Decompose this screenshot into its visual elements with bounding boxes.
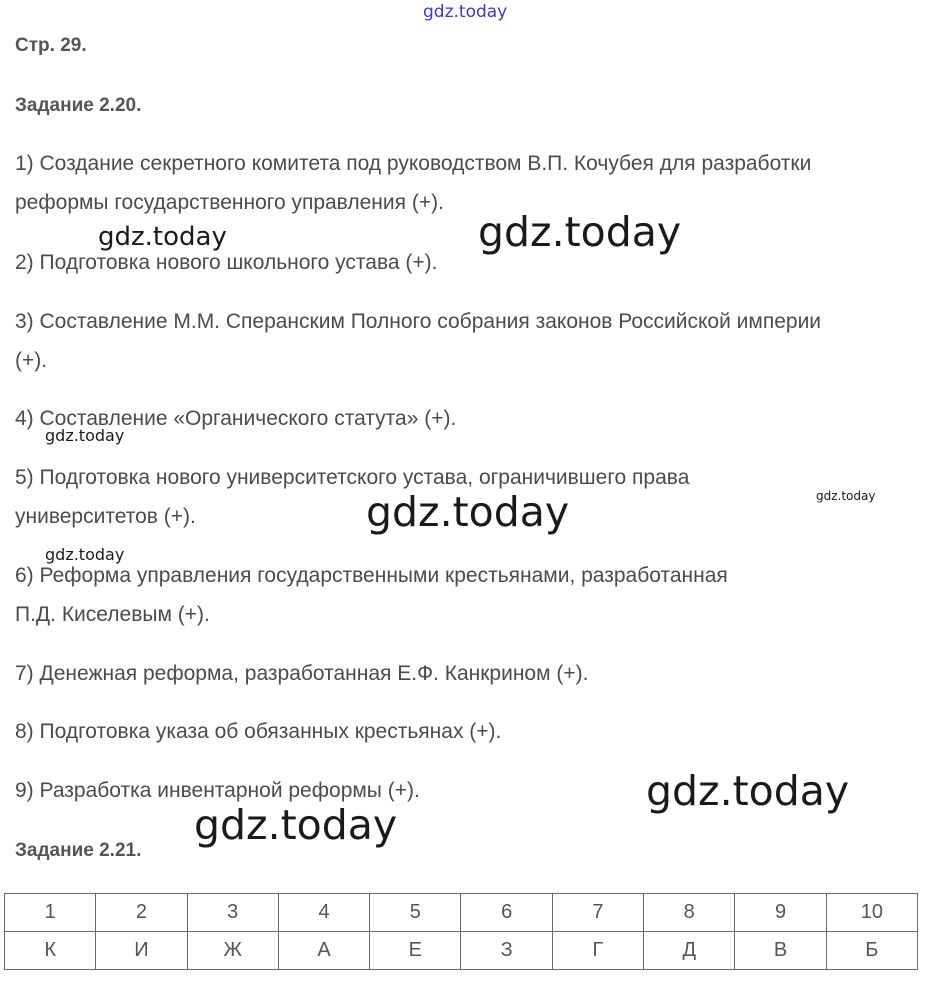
item-line: П.Д. Киселевым (+). [15,603,210,626]
watermark: gdz.today [45,426,125,445]
list-item-9 [15,771,420,810]
watermark: gdz.today [646,767,850,815]
table-row-letters [5,932,918,970]
item-line: 5) Подготовка нового университетского устава, ограничившего права [15,466,690,489]
table-cell: 10 [826,894,917,932]
table-cell: И [96,932,187,970]
table-cell: Д [644,932,735,970]
table-cell: А [278,932,369,970]
list-item-3 [15,302,821,380]
table-cell: З [461,932,552,970]
item-line: университетов (+). [15,505,196,528]
list-item-7 [15,654,588,693]
item-line: 6) Реформа управления государственными крестьянами, разработанная [15,564,728,587]
table-cell: 6 [461,894,552,932]
item-line: 4) Составление «Органического статута» (+). [15,407,457,430]
list-item-5 [15,458,689,536]
watermark: gdz.today [816,489,876,503]
table-cell: 5 [370,894,461,932]
table-cell: Г [552,932,643,970]
list-item-2 [15,243,437,282]
list-item-1 [15,144,811,222]
watermark: gdz.today [194,801,398,849]
table-cell: 2 [96,894,187,932]
table-cell: Е [370,932,461,970]
item-line: 2) Подготовка нового школьного устава (+). [15,251,438,274]
item-line: 7) Денежная реформа, разработанная Е.Ф. Канкрином (+). [15,662,589,685]
list-item-6 [15,556,728,634]
watermark: gdz.today [478,208,682,256]
watermark: gdz.today [366,488,570,536]
item-line: 3) Составление М.М. Сперанским Полного собрания законов Российской империи [15,310,822,333]
list-item-4 [15,399,456,438]
answer-table [4,893,918,970]
watermark: gdz.today [45,545,125,564]
table-cell: 3 [187,894,278,932]
table-cell: 4 [278,894,369,932]
table-cell: 1 [5,894,96,932]
task-heading-2-21: Задание 2.21. [15,840,142,861]
item-line: 1) Создание секретного комитета под руководством В.П. Кочубея для разработки [15,152,812,175]
item-line: 8) Подготовка указа об обязанных крестьянах (+). [15,720,502,743]
table-cell: 8 [644,894,735,932]
table-row-numbers [5,894,918,932]
task-heading-2-20: Задание 2.20. [15,95,142,116]
table-cell: В [735,932,826,970]
page-label: Стр. 29. [15,35,87,56]
table-cell: К [5,932,96,970]
table-cell: Б [826,932,917,970]
table-cell: 7 [552,894,643,932]
item-line: (+). [15,349,48,372]
item-line: 9) Разработка инвентарной реформы (+). [15,779,420,802]
watermark-top: gdz.today [423,2,508,22]
watermark: gdz.today [98,222,227,252]
item-line: реформы государственного управления (+). [15,191,444,214]
table-cell: Ж [187,932,278,970]
list-item-8 [15,712,501,751]
table-cell: 9 [735,894,826,932]
